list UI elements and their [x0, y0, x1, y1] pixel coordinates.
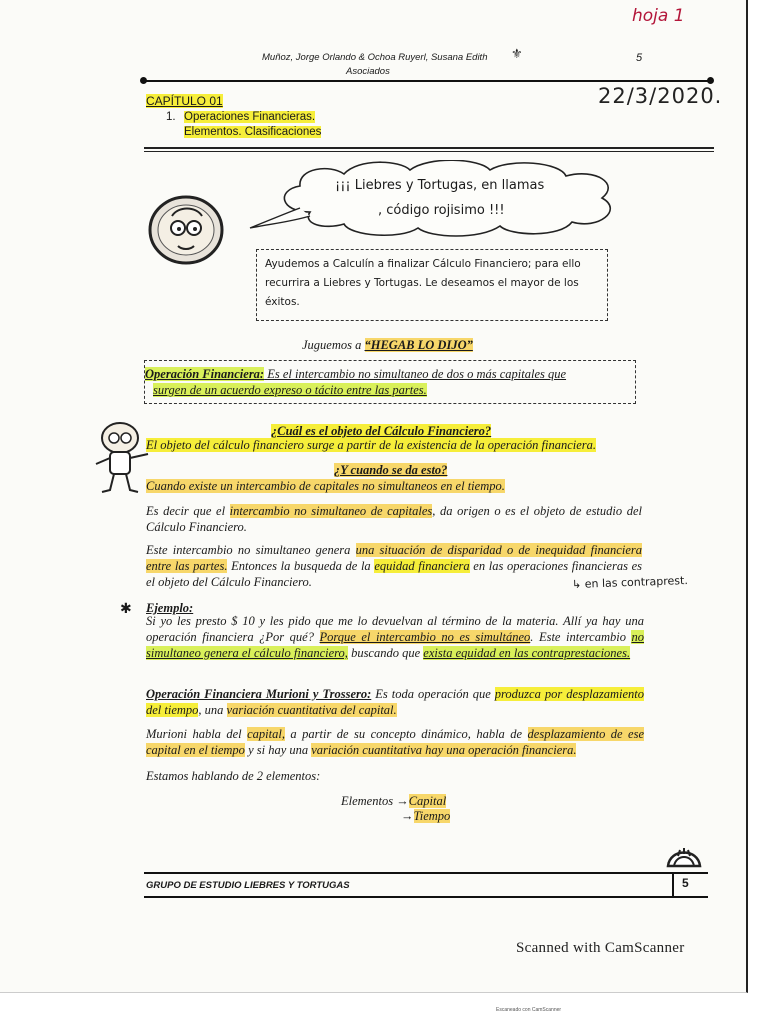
elements-label: Elementos	[341, 794, 394, 808]
example-d: no simultaneo genera el cálculo financiero,	[146, 630, 644, 660]
game-title: “HEGAB LO DIJO”	[364, 338, 473, 352]
header-authors: Muñoz, Jorge Orlando & Ochoa Ruyerl, Susana Edith	[262, 52, 488, 63]
murioni-a: Es toda operación que	[371, 687, 495, 701]
header-rule	[143, 80, 710, 82]
definition-text1: Es el intercambio no simultaneo de dos o más capitales que	[264, 367, 567, 381]
q2-question: ¿Y cuando se da esto?	[334, 463, 448, 477]
turtle-emblem-icon	[664, 842, 704, 870]
footer-group: GRUPO DE ESTUDIO LIEBRES Y TORTUGAS	[146, 880, 350, 891]
para3-e: y si hay una	[244, 743, 312, 757]
calculin-avatar	[148, 194, 226, 266]
para2-c: Entonces la busqueda de la	[227, 559, 375, 573]
header-page-number: 5	[636, 52, 643, 64]
example-f: exista equidad en las contraprestaciones.	[423, 646, 631, 660]
camscanner-small-text: Escaneado con CamScanner	[496, 1007, 562, 1013]
chapter-item-number: 1.	[166, 111, 176, 123]
q1-answer: El objeto del cálculo financiero surge a partir de la existencia de la operación financiera.	[146, 438, 597, 452]
q1-question: ¿Cuál es el objeto del Cálculo Financiero?	[271, 424, 492, 438]
chapter-item-line1: Operaciones Financieras.	[184, 111, 316, 123]
para1-c: , da origen o es el objeto de estudio del Cálculo Financiero.	[146, 504, 642, 534]
chapter-title: CAPÍTULO 01	[146, 94, 223, 108]
game-prefix: Juguemos a	[302, 338, 362, 352]
para3-f: variación cuantitativa hay una operación financiera.	[311, 743, 577, 757]
footer-page-number: 5	[682, 876, 689, 890]
example-label: Ejemplo:	[146, 601, 194, 615]
q2-answer: Cuando existe un intercambio de capitales no simultaneos en el tiempo.	[146, 479, 505, 493]
para2-b: una situación de disparidad o de inequidad financiera entre las partes.	[146, 543, 642, 573]
para2-a: Este intercambio no simultaneo genera	[146, 543, 356, 557]
para2-e: en las operaciones financieras es el objeto del Cálculo Financiero.	[146, 559, 643, 589]
para3-b: capital,	[247, 727, 285, 741]
para3-d: desplazamiento de ese capital en el tiempo	[146, 727, 645, 757]
chapter-item-line2: Elementos. Clasificaciones	[184, 126, 322, 138]
para1-b: intercambio no simultaneo de capitales	[229, 504, 433, 518]
hoja-annotation: hoja 1	[632, 6, 685, 26]
example-b: Porque el intercambio no es simultáneo	[319, 630, 531, 644]
murioni-b: produzca por desplazamiento del tiempo	[146, 687, 644, 717]
cloud-bubble	[240, 160, 650, 240]
murioni-c: , una	[198, 703, 227, 717]
footer-rule-bottom	[144, 896, 708, 898]
elements-item2: Tiempo	[413, 809, 451, 823]
header-authors-line2: Asociados	[346, 66, 390, 77]
chapter-rule-1	[144, 147, 714, 149]
margin-note: ↳ en las contraprest.	[571, 573, 689, 592]
camscanner-watermark: Scanned with CamScanner	[516, 940, 685, 956]
star-mark-icon: ✱	[120, 602, 132, 617]
para2-d: equidad financiera	[374, 559, 470, 573]
margin-note-text: en las contraprest.	[584, 573, 689, 591]
para1-a: Es decir que el	[146, 504, 230, 518]
elements-arrow2: →	[401, 809, 414, 823]
elements-arrow1: →	[396, 794, 409, 808]
definition-text2: surgen de un acuerdo expreso o tácito entre las partes.	[153, 383, 427, 397]
footer-divider	[672, 872, 674, 898]
example-c: . Este intercambio	[530, 630, 632, 644]
chapter-rule-2	[144, 151, 714, 152]
elements-intro: Estamos hablando de 2 elementos:	[146, 769, 321, 783]
murioni-d: variación cuantitativa del capital.	[226, 703, 397, 717]
definition-term: Operación Financiera:	[145, 367, 265, 381]
murioni-term: Operación Financiera Murioni y Trossero:	[146, 687, 372, 701]
turtle-logo-icon: ⚜	[511, 46, 523, 61]
elements-item1: Capital	[408, 794, 447, 808]
example-a: Si yo les presto $ 10 y les pido que me lo devuelvan al término de la materia. Allí ya hay una operación financiera ¿Por qué?	[146, 614, 644, 644]
intro-text: Ayudemos a Calculín a finalizar Cálculo Financiero; para ello recurrira a Liebres y Tortugas. Le deseamos el mayor de los éxitos.	[265, 258, 581, 308]
para3-c: a partir de su concepto dinámico, habla de	[284, 727, 528, 741]
cloud-line2: , código rojisimo !!!	[378, 203, 505, 218]
example-e: buscando que	[347, 646, 424, 660]
para3-a: Murioni habla del	[146, 727, 248, 741]
calculin-figure	[90, 418, 154, 496]
rule-dot-left	[140, 77, 147, 84]
date-annotation: 22/3/2020.	[598, 84, 723, 108]
rule-dot-right	[707, 77, 714, 84]
footer-rule-top	[144, 872, 708, 874]
cloud-line1: ¡¡¡ Liebres y Tortugas, en llamas	[335, 178, 545, 193]
